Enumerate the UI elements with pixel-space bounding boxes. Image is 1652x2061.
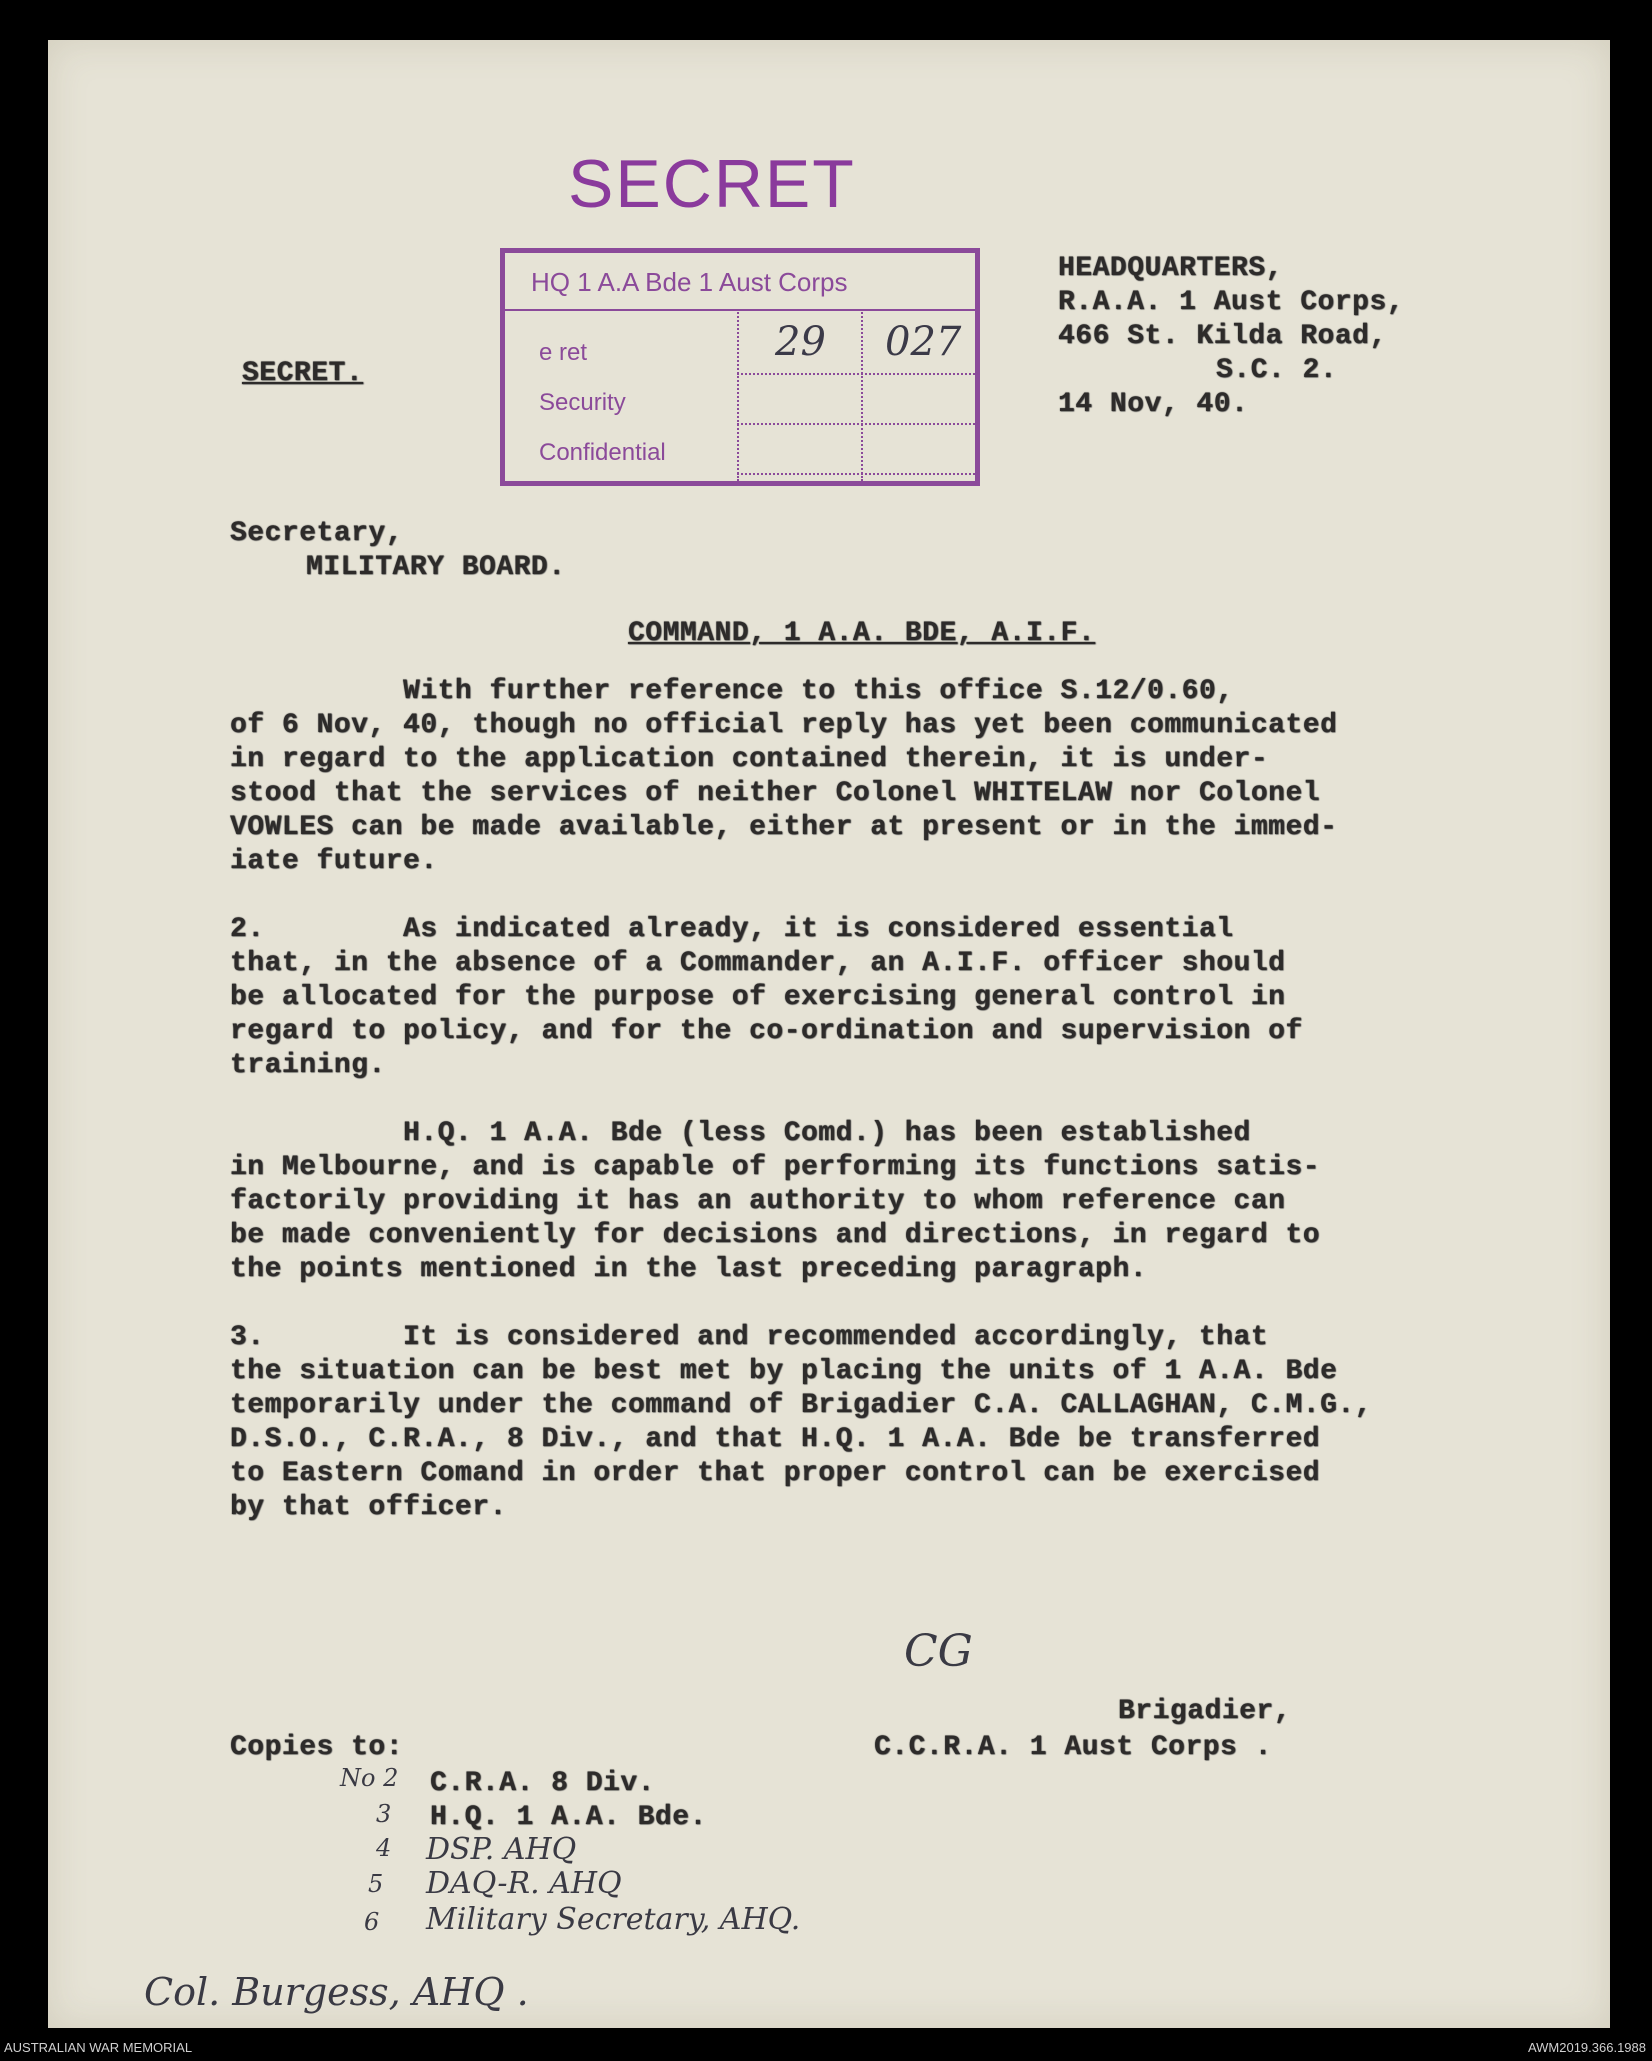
bottom-handwritten-note: Col. Burgess, AHQ .: [144, 1970, 529, 2014]
copy-number: 4: [376, 1834, 392, 1862]
paragraph-line: 2. As indicated already, it is considered essential: [230, 914, 1234, 945]
paragraph-line: by that officer.: [230, 1492, 507, 1523]
letterhead-line-2: R.A.A. 1 Aust Corps,: [1058, 287, 1405, 318]
copy-number: 6: [364, 1908, 380, 1936]
copy-number: 5: [368, 1870, 384, 1898]
secret-stamp: SECRET: [568, 146, 856, 222]
copy-recipient-handwritten: DAQ-R. AHQ: [426, 1866, 622, 1901]
signature-rank: Brigadier,: [1118, 1696, 1292, 1727]
paragraph-line: D.S.O., C.R.A., 8 Div., and that H.Q. 1 A.A. Bde be transferred: [230, 1424, 1321, 1455]
paragraph-line: be allocated for the purpose of exercising general control in: [230, 982, 1286, 1013]
stamp-row-secret: e ret: [539, 339, 588, 366]
letterhead-date: 14 Nov, 40.: [1058, 389, 1249, 420]
signature-initials: CG: [904, 1626, 973, 1677]
paragraph-line: be made conveniently for decisions and directions, in regard to: [230, 1220, 1321, 1251]
letterhead-line-1: HEADQUARTERS,: [1058, 253, 1283, 284]
paragraph-line: in Melbourne, and is capable of performing its functions satis-: [230, 1152, 1321, 1183]
addressee-line-1: Secretary,: [230, 518, 404, 549]
copy-number: 3: [376, 1800, 392, 1828]
letterhead-line-4: S.C. 2.: [1216, 355, 1338, 386]
paragraph-line: iate future.: [230, 846, 438, 877]
addressee-line-2: MILITARY BOARD.: [306, 552, 566, 583]
copy-recipient: C.R.A. 8 Div.: [430, 1768, 655, 1799]
letterhead-line-3: 466 St. Kilda Road,: [1058, 321, 1387, 352]
stamp-row-security: Security: [539, 389, 626, 416]
paragraph-line: that, in the absence of a Commander, an A.I.F. officer should: [230, 948, 1286, 979]
paragraph-line: With further reference to this office S.12/0.60,: [230, 676, 1234, 707]
paragraph-line: regard to policy, and for the co-ordination and supervision of: [230, 1016, 1303, 1047]
paragraph-line: in regard to the application contained therein, it is under-: [230, 744, 1269, 775]
paragraph-line: the situation can be best met by placing the units of 1 A.A. Bde: [230, 1356, 1338, 1387]
stamp-number-b: 027: [885, 319, 962, 365]
subject-heading: COMMAND, 1 A.A. BDE, A.I.F.: [628, 618, 1096, 649]
registry-stamp-header: HQ 1 A.A Bde 1 Aust Corps: [505, 253, 975, 311]
copies-label: Copies to:: [230, 1732, 404, 1763]
document-page: [48, 40, 1610, 2028]
copy-recipient-handwritten: Military Secretary, AHQ.: [426, 1902, 801, 1937]
secret-label: SECRET.: [242, 358, 364, 389]
signature-title: C.C.R.A. 1 Aust Corps .: [874, 1732, 1272, 1763]
paragraph-line: 3. It is considered and recommended accordingly, that: [230, 1322, 1269, 1353]
stamp-number-a: 29: [775, 319, 826, 365]
paragraph-line: VOWLES can be made available, either at present or in the immed-: [230, 812, 1338, 843]
paragraph-line: training.: [230, 1050, 386, 1081]
registry-stamp: [500, 248, 980, 486]
footer-source: AUSTRALIAN WAR MEMORIAL: [4, 2040, 193, 2055]
paragraph-line: of 6 Nov, 40, though no official reply has yet been communicated: [230, 710, 1338, 741]
paragraph-line: to Eastern Comand in order that proper control can be exercised: [230, 1458, 1321, 1489]
paragraph-line: stood that the services of neither Colonel WHITELAW nor Colonel: [230, 778, 1321, 809]
paragraph-line: temporarily under the command of Brigadier C.A. CALLAGHAN, C.M.G.,: [230, 1390, 1372, 1421]
copy-recipient-handwritten: DSP. AHQ: [426, 1832, 577, 1867]
stamp-row-confidential: Confidential: [539, 439, 666, 466]
paragraph-line: the points mentioned in the last preceding paragraph.: [230, 1254, 1148, 1285]
copy-recipient: H.Q. 1 A.A. Bde.: [430, 1802, 707, 1833]
footer-accession: AWM2019.366.1988: [1527, 2040, 1646, 2055]
paragraph-line: factorily providing it has an authority to whom reference can: [230, 1186, 1286, 1217]
copy-number: No 2: [340, 1764, 399, 1792]
paragraph-line: H.Q. 1 A.A. Bde (less Comd.) has been established: [230, 1118, 1251, 1149]
